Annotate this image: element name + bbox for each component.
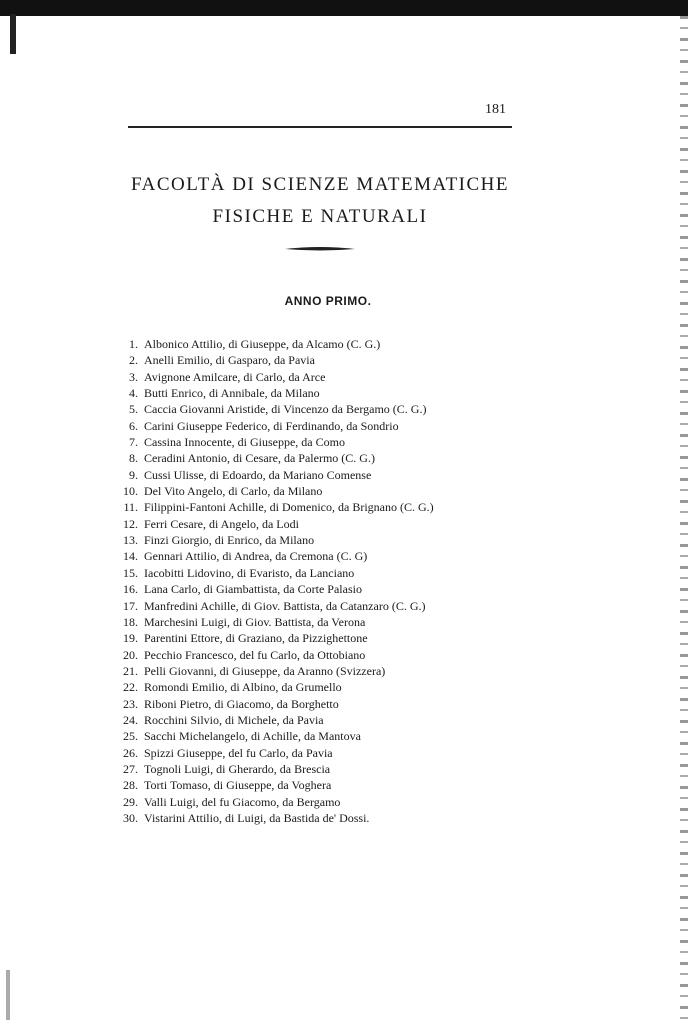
list-item	[112, 598, 532, 614]
list-item-text: Lana Carlo, di Giambattista, da Corte Palasio	[144, 582, 362, 597]
list-item-number: 2.	[129, 353, 138, 368]
list-item-number: 14.	[123, 549, 138, 564]
list-item-number: 6.	[129, 418, 138, 433]
list-item-number: 7.	[129, 435, 138, 450]
list-item-text: Albonico Attilio, di Giuseppe, da Alcamo (C. G.)	[144, 337, 381, 351]
header-rule	[128, 126, 512, 128]
list-item	[112, 630, 532, 646]
list-item-number: 25.	[123, 729, 138, 744]
scan-left-mark	[10, 14, 16, 54]
list-item	[112, 810, 532, 826]
list-item	[112, 434, 532, 450]
list-item	[112, 548, 532, 564]
list-item-text: Iacobitti Lidovino, di Evaristo, da Lanciano	[144, 565, 355, 580]
scan-top-border	[0, 0, 688, 16]
list-item-text: Sacchi Michelangelo, di Achille, da Mantova	[144, 729, 361, 744]
list-item-number: 30.	[123, 810, 138, 825]
list-item-text: Valli Luigi, del fu Giacomo, da Bergamo	[144, 794, 341, 809]
list-item-number: 4.	[129, 386, 138, 401]
list-item	[112, 696, 532, 712]
list-item	[112, 401, 532, 417]
list-item	[112, 761, 532, 777]
list-item-text: Finzi Giorgio, di Enrico, da Milano	[144, 533, 315, 548]
list-item-number: 26.	[123, 745, 138, 760]
list-item-text: Pecchio Francesco, del fu Carlo, da Ottobiano	[144, 647, 366, 662]
list-item-text: Romondi Emilio, di Albino, da Grumello	[144, 680, 342, 695]
list-item-text: Torti Tomaso, di Giuseppe, da Voghera	[144, 778, 332, 793]
page-number: 181	[485, 102, 506, 117]
list-item-number: 20.	[123, 647, 138, 662]
list-item-number: 3.	[129, 369, 138, 384]
list-item-text: Spizzi Giuseppe, del fu Carlo, da Pavia	[144, 745, 333, 760]
list-item	[112, 516, 532, 532]
list-item-number: 16.	[123, 582, 138, 597]
page-title-line-2: FISICHE E NATURALI	[212, 206, 428, 227]
list-item-text: Ferri Cesare, di Angelo, da Lodi	[144, 516, 299, 531]
list-item-number: 18.	[123, 614, 138, 629]
list-item	[112, 385, 532, 401]
list-item-text: Marchesini Luigi, di Giov. Battista, da Verona	[144, 614, 366, 629]
list-item-number: 29.	[123, 794, 138, 809]
scan-left-speck	[6, 970, 10, 1020]
list-item-number: 28.	[123, 778, 138, 793]
list-item-number: 23.	[123, 696, 138, 711]
list-item	[112, 647, 532, 663]
list-item-number: 10.	[123, 484, 138, 499]
list-item-number: 15.	[123, 565, 138, 580]
list-item	[112, 614, 532, 630]
list-item-text: Cassina Innocente, di Giuseppe, da Como	[144, 435, 345, 450]
list-item	[112, 777, 532, 793]
title-ornament	[285, 246, 355, 252]
list-item-text: Ceradini Antonio, di Cesare, da Palermo (C. G.)	[144, 451, 375, 466]
list-item-number: 27.	[123, 761, 138, 776]
list-item	[112, 369, 532, 385]
list-item-text: Anelli Emilio, di Gasparo, da Pavia	[144, 353, 315, 368]
list-item-number: 13.	[123, 533, 138, 548]
list-item-number: 24.	[123, 712, 138, 727]
list-item	[112, 450, 532, 466]
list-item	[112, 794, 532, 810]
list-item-text: Del Vito Angelo, di Carlo, da Milano	[144, 484, 323, 499]
list-item-text: Gennari Attilio, di Andrea, da Cremona (C. G)	[144, 549, 368, 564]
section-heading: ANNO PRIMO.	[284, 294, 372, 308]
list-item	[112, 499, 532, 515]
list-item-text: Tognoli Luigi, di Gherardo, da Brescia	[144, 761, 331, 776]
list-item-text: Riboni Pietro, di Giacomo, da Borghetto	[144, 696, 339, 711]
list-item	[112, 532, 532, 548]
list-item-text: Parentini Ettore, di Graziano, da Pizzighettone	[144, 631, 368, 646]
list-item-number: 19.	[123, 631, 138, 646]
list-item	[112, 352, 532, 368]
list-item-text: Vistarini Attilio, di Luigi, da Bastida de' Dossi.	[144, 810, 370, 825]
list-item-text: Filippini-Fantoni Achille, di Domenico, da Brignano (C. G.)	[144, 500, 434, 515]
list-item-number: 12.	[123, 516, 138, 531]
list-item-number: 11.	[123, 500, 138, 515]
list-item-text: Butti Enrico, di Annibale, da Milano	[144, 386, 320, 401]
list-item	[112, 712, 532, 728]
list-item	[112, 418, 532, 434]
list-item-number: 21.	[123, 663, 138, 678]
list-item-number: 8.	[129, 451, 138, 466]
list-item-number: 22.	[123, 680, 138, 695]
list-item-text: Pelli Giovanni, di Giuseppe, da Aranno (Svizzera)	[144, 663, 386, 678]
list-item-number: 1.	[129, 337, 138, 351]
list-item	[112, 565, 532, 581]
list-item	[112, 728, 532, 744]
list-item	[112, 663, 532, 679]
list-item	[112, 679, 532, 695]
list-item-text: Carini Giuseppe Federico, di Ferdinando, da Sondrio	[144, 418, 399, 433]
list-item-number: 9.	[129, 467, 138, 482]
list-item	[112, 745, 532, 761]
list-item-text: Manfredini Achille, di Giov. Battista, da Catanzaro (C. G.)	[144, 598, 426, 613]
list-item	[112, 467, 532, 483]
student-list	[112, 336, 532, 826]
scan-right-edge	[680, 16, 688, 1024]
list-item	[112, 336, 532, 352]
list-item-number: 5.	[129, 402, 138, 417]
list-item-text: Caccia Giovanni Aristide, di Vincenzo da Bergamo (C. G.)	[144, 402, 427, 417]
list-item-text: Avignone Amilcare, di Carlo, da Arce	[144, 369, 326, 384]
list-item	[112, 581, 532, 597]
list-item-text: Rocchini Silvio, di Michele, da Pavia	[144, 712, 324, 727]
list-item-number: 17.	[123, 598, 138, 613]
list-item-text: Cussi Ulisse, di Edoardo, da Mariano Comense	[144, 467, 372, 482]
page-title-line-1: FACOLTÀ DI SCIENZE MATEMATICHE	[130, 174, 510, 195]
list-item	[112, 483, 532, 499]
